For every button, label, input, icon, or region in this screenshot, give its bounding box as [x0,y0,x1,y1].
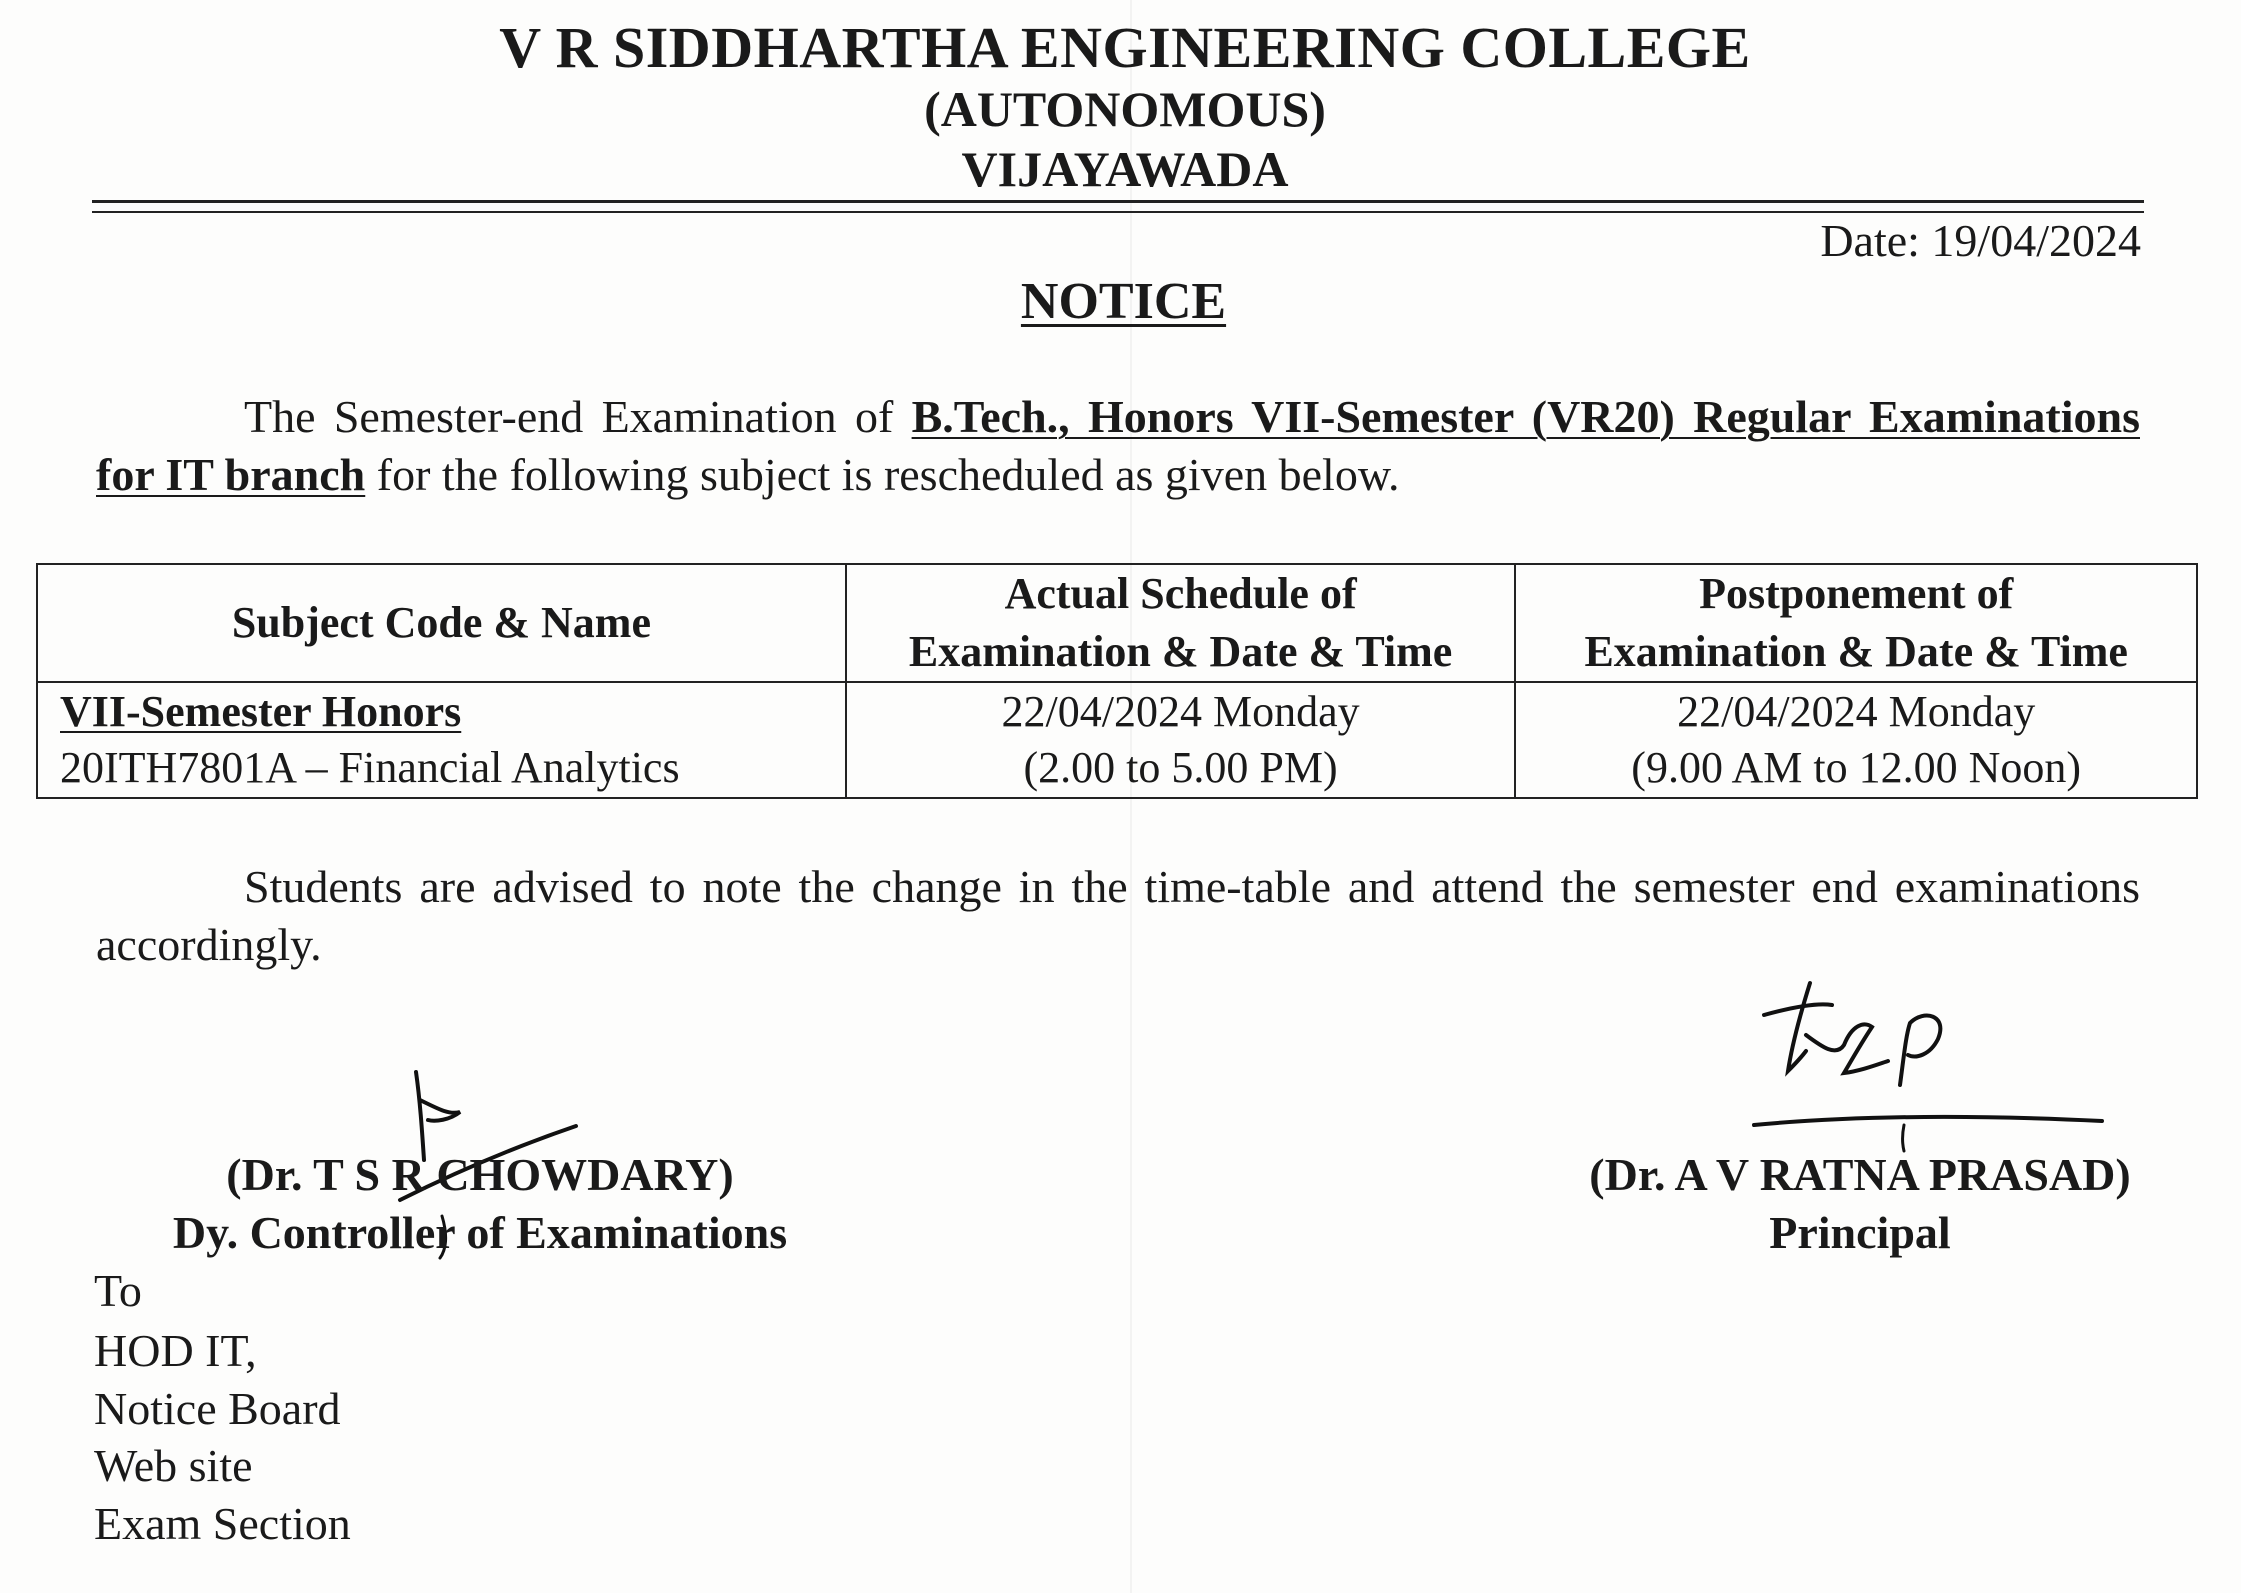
header-actual-line2: Examination & Date & Time [908,627,1453,676]
header-postponed-line1: Postponement of [1699,569,2014,618]
cell-actual-schedule [846,682,1516,798]
college-name: V R SIDDHARTHA ENGINEERING COLLEGE [499,15,1751,80]
semester-label: VII-Semester Honors [60,687,462,736]
left-signatory-role: Dy. Controller of Examinations [172,1207,788,1258]
right-signatory-name: (Dr. A V RATNA PRASAD) [1589,1149,2131,1200]
header-divider [92,200,2144,203]
distribution-list [94,1322,351,1552]
table-header-row [37,564,2197,682]
cell-postponed-schedule [1515,682,2197,798]
to-label: To [94,1265,142,1316]
schedule-table [36,563,2198,799]
postponed-date: 22/04/2024 Monday [1677,687,2036,736]
subject-code-name: 20ITH7801A – Financial Analytics [60,743,680,792]
list-item: Web site [94,1440,253,1491]
header-subject [37,564,846,682]
intro-highlight: B.Tech., Honors VII-Semester (VR20) Regular Examinations for IT branch [96,391,2140,500]
intro-text-start: The Semester-end Examination of [244,391,894,442]
list-item: Notice Board [94,1382,341,1434]
college-status: (AUTONOMOUS) [924,81,1326,137]
college-city: VIJAYAWADA [961,141,1289,197]
header-subject-label: Subject Code & Name [231,598,651,647]
notice-date: Date: 19/04/2024 [1820,215,2141,266]
header-postponed-line2: Examination & Date & Time [1584,627,2128,676]
header-actual-line1: Actual Schedule of [1004,569,1357,618]
notice-title-text: NOTICE [1020,273,1227,330]
list-item: Exam Section [94,1497,351,1549]
actual-date: 22/04/2024 Monday [1001,687,1360,736]
cell-subject [37,682,846,798]
advice-text: Students are advised to note the change in the time-table and attend the semester end examinations accordingly. [96,861,2140,970]
list-item: HOD IT, [94,1325,257,1376]
right-signature [1740,975,2120,1155]
intro-text-end: for the following subject is rescheduled as given below. [376,449,1400,500]
header-actual-schedule [846,564,1516,682]
left-signatory-name: (Dr. T S R CHOWDARY) [226,1149,734,1200]
table-row [37,682,2197,798]
intro-paragraph [96,388,2140,504]
header-postponement [1515,564,2197,682]
postponed-time: (9.00 AM to 12.00 Noon) [1631,743,2082,792]
advice-paragraph [96,858,2140,974]
right-signatory-role: Principal [1769,1207,1951,1258]
notice-title [0,272,2241,331]
header-divider-secondary [92,211,2144,213]
actual-time: (2.00 to 5.00 PM) [1023,743,1338,792]
